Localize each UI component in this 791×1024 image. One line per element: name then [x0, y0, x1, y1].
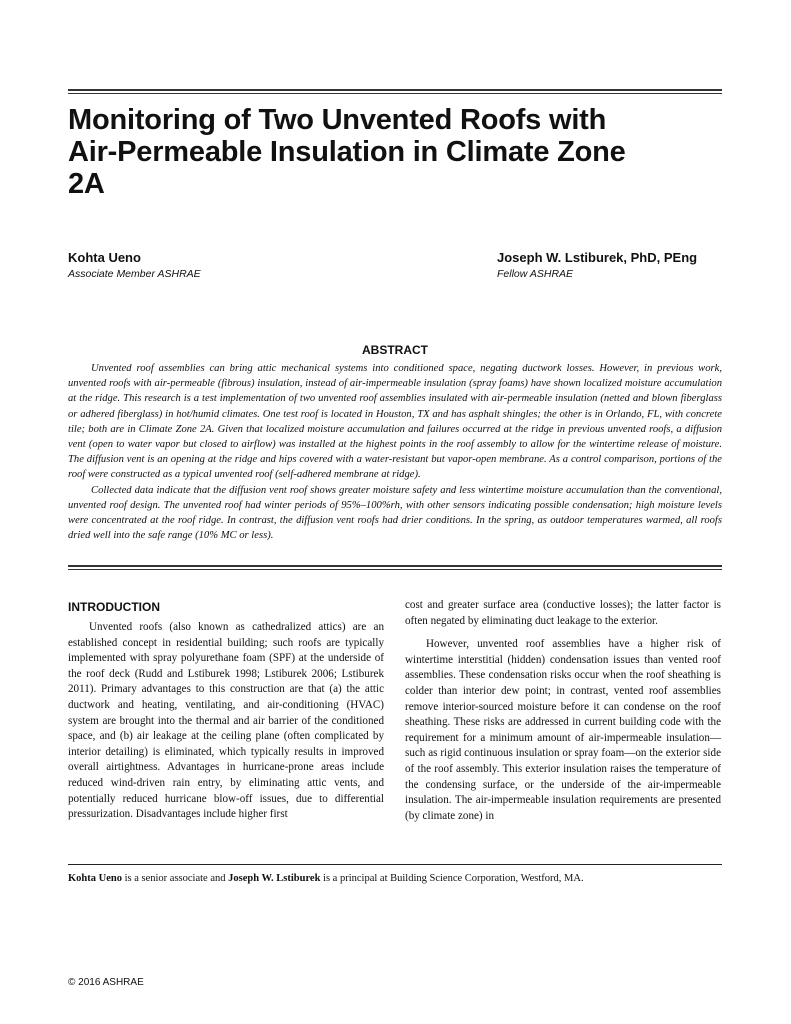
abstract-paragraph: Unvented roof assemblies can bring attic mechanical systems into conditioned space, negating ductwork losses. However, in previous work, unvented roofs with air-permeable (fibrous) insulation, instead of air-impermeable insulation (spray foams) have shown localized moisture accumulation at the ridge. This research is a test implementation of two unvented roof assemblies insulated with air-permeable insulation (netted and blown fiberglass or adhered fiberglass) in hot/humid climates. One test roof is located in Houston, TX and has asphalt shingles; the other is in Orlando, FL, with concrete tile; both are in Climate Zone 2A. Given that localized moisture accumulation and failures occurred at the ridge in previous unvented roofs, a diffusion vent (open to water vapor but closed to airflow) was installed at the highest points in the roof assembly to allow for the wintertime release of moisture. The diffusion vent is an opening at the ridge and hips covered with a water-resistant but vapor-open membrane. As a control comparison, portions of the roof were constructed as a typical unvented roof (self-adhered membrane at ridge).	[68, 363, 722, 481]
footnote-text-1: is a senior associate and	[121, 873, 229, 884]
author-name-1: Kohta Ueno	[68, 250, 141, 265]
author-footnote	[68, 872, 722, 886]
left-column	[68, 620, 384, 823]
copyright-notice: © 2016 ASHRAE	[68, 977, 144, 988]
author-name-2: Joseph W. Lstiburek, PhD, PEng	[497, 250, 698, 265]
introduction-heading: INTRODUCTION	[68, 600, 160, 614]
footnote-author-2: Joseph W. Lstiburek	[228, 873, 321, 884]
footnote-rule	[68, 864, 722, 865]
abstract-paragraph: Collected data indicate that the diffusion vent roof shows greater moisture safety and less wintertime moisture accumulation than the conventional, unvented roof design. The unvented roof had winter periods of 95%–100%rh, with other sensors indicating possible condensation; high moisture levels were concentrated at the roof ridge. In contrast, the diffusion vent roofs had drier conditions. In the spring, as outdoor temperatures warmed, all roofs dried well into the safe range (10% MC or less).	[68, 484, 722, 542]
title-top-rule	[68, 89, 722, 94]
paper-title: Monitoring of Two Unvented Roofs with Air-Permeable Insulation in Climate Zone 2A	[68, 104, 626, 200]
abstract-heading: ABSTRACT	[362, 343, 428, 357]
introduction-paragraph-1: Unvented roofs (also known as cathedralized attics) are an established concept in residential building; such roofs are typically implemented with spray polyurethane foam (SPF) at the underside of the roof deck (Rudd and Lstiburek 1998; Lstiburek 2006; Lstiburek 2011). Primary advantages to this construction are that (a) the attic ductwork and heating, ventilating, and air-conditioning (HVAC) system are brought into the thermal and air barrier of the conditioned space, and (b) air leakage at the ceiling plane (often complicated by interior detailing) is eliminated, which typically results in improved overall airtightness. Advantages in hurricane-prone areas include reduced wind-driven rain entry, by eliminating attic vents, and potentially reduced hurricane blow-off issues, due to differential pressurization. Disadvantages include higher first	[68, 621, 384, 821]
introduction-paragraph-1-continued: cost and greater surface area (conductive losses); the latter factor is often negated by eliminating duct leakage to the exterior.	[405, 599, 721, 627]
author-affiliation-1: Associate Member ASHRAE	[68, 268, 201, 280]
footnote-text-2: is a principal at Building Science Corporation, Westford, MA.	[320, 873, 584, 884]
abstract-bottom-rule	[68, 565, 722, 570]
abstract-body	[68, 361, 722, 543]
footnote-author-1: Kohta Ueno	[68, 873, 122, 884]
author-affiliation-2: Fellow ASHRAE	[497, 268, 574, 280]
introduction-paragraph-2: However, unvented roof assemblies have a higher risk of wintertime interstitial (hidden) condensation issues than vented roof assemblies. These condensation risks occur when the roof sheathing is colder than interior dew point; in contrast, vented roof assemblies remove interior-sourced moisture before it can condense on the roof sheathing. These risks are addressed in current building code with the requirement for a minimum amount of air-impermeable insulation—such as rigid continuous insulation or spray foam—on the exterior side of the roof assembly. This exterior insulation raises the temperature of the condensing surface, or the underside of the air-impermeable insulation. The air-impermeable insulation requirements are presented (by climate zone) in	[405, 638, 721, 822]
right-column	[405, 598, 721, 824]
